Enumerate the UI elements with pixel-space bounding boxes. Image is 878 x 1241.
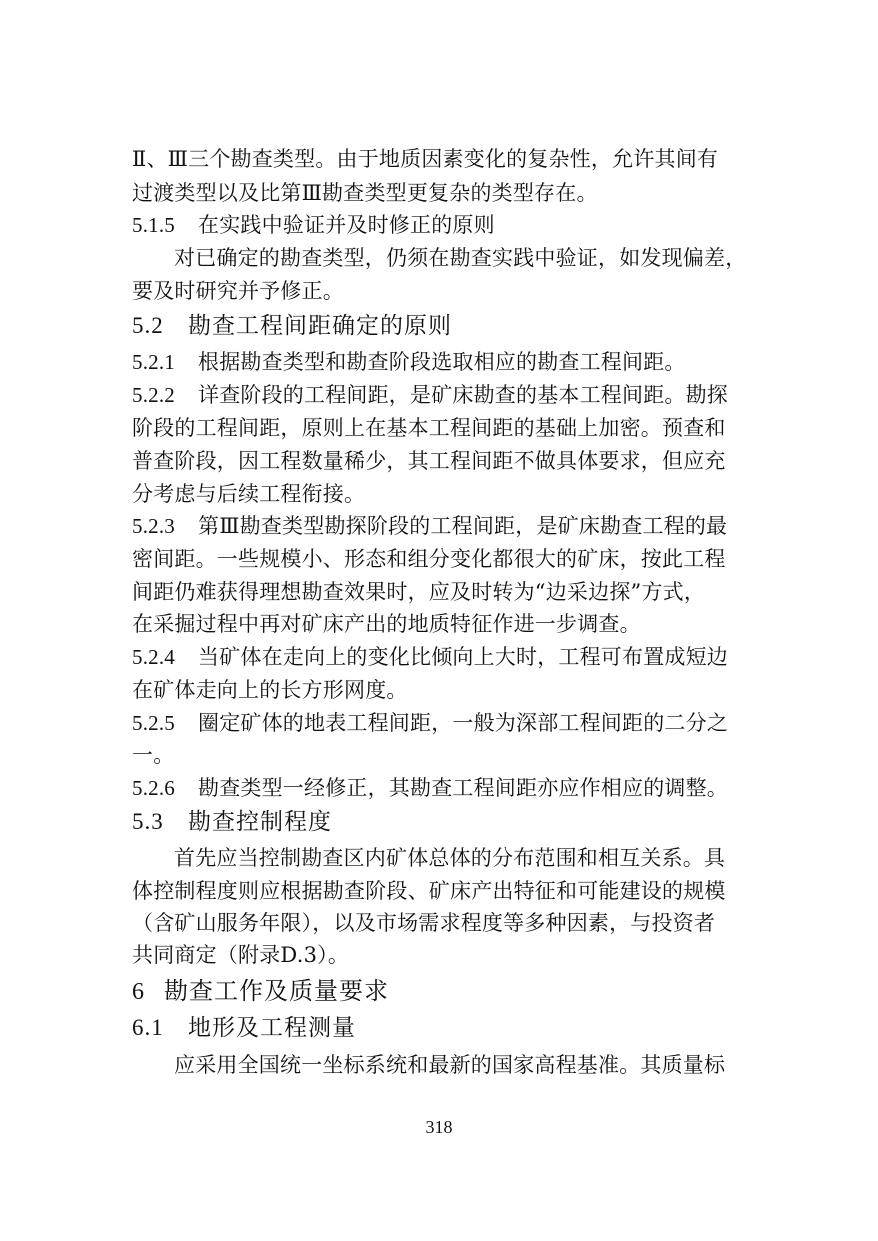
text-line (132, 908, 715, 938)
section-number: 5.1.5 (132, 213, 175, 237)
line-text: 圈定矿体的地表工程间距，一般为深部工程间距的二分之 (198, 711, 728, 735)
line-text: 对已确定的勘查类型，仍须在勘查实践中验证，如发现偏差， (174, 246, 747, 270)
chapter-number: 6 (132, 979, 145, 1005)
text-line (132, 479, 365, 509)
chapter-6-heading (132, 976, 389, 1007)
text-line (132, 740, 174, 770)
section-5-2-heading (132, 311, 452, 341)
section-5-2-3-line (132, 511, 727, 541)
section-5-1-5-heading (132, 210, 495, 240)
section-5-2-1-line (132, 347, 686, 377)
line-text: 普查阶段，因工程数量稀少，其工程间距不做具体要求，但应充 (132, 449, 726, 473)
section-number: 5.2.4 (132, 645, 175, 669)
line-text: 勘查类型一经修正，其勘查工程间距亦应作相应的调整。 (198, 776, 728, 800)
line-text: 间距仍难获得理想勘查效果时，应及时转为“边采边探”方式， (132, 580, 706, 604)
section-number: 5.2.2 (132, 383, 175, 407)
section-5-2-2-line (132, 380, 728, 410)
section-5-2-4-line (132, 642, 728, 672)
text-line (132, 675, 408, 705)
line-text: 体控制程度则应根据勘查阶段、矿床产出特征和可能建设的规模 (132, 879, 726, 903)
line-text: 在采掘过程中再对矿床产出的地质特征作进一步调查。 (132, 612, 641, 636)
line-text: 共同商定（附录D.3）。 (132, 943, 350, 967)
text-line (132, 544, 726, 574)
section-title: 勘查控制程度 (188, 809, 332, 835)
text-line (132, 446, 726, 476)
section-number: 5.2.6 (132, 776, 175, 800)
line-text: 详查阶段的工程间距，是矿床勘查的基本工程间距。勘探 (198, 383, 728, 407)
section-title: 地形及工程测量 (188, 1015, 356, 1041)
section-number: 5.3 (132, 809, 164, 834)
text-line (132, 413, 726, 443)
text-line (132, 876, 726, 906)
text-line (132, 178, 598, 208)
text-line (132, 609, 641, 639)
line-text: 阶段的工程间距，原则上在基本工程间距的基础上加密。预查和 (132, 416, 726, 440)
text-line (132, 276, 344, 306)
line-text: 过渡类型以及比第Ⅲ勘查类型更复杂的类型存在。 (132, 181, 598, 205)
section-5-2-5-line (132, 708, 728, 738)
chapter-title: 勘查工作及质量要求 (164, 977, 389, 1005)
line-text: 要及时研究并予修正。 (132, 279, 344, 303)
section-number: 5.2.5 (132, 711, 175, 735)
text-line (174, 1050, 725, 1080)
line-text: 首先应当控制勘查区内矿体总体的分布范围和相互关系。具 (174, 846, 726, 870)
line-text: 应采用全国统一坐标系统和最新的国家高程基准。其质量标 (174, 1053, 726, 1077)
text-line (174, 243, 746, 273)
text-line (132, 144, 718, 174)
section-title: 在实践中验证并及时修正的原则 (198, 213, 495, 237)
line-text: （含矿山服务年限），以及市场需求程度等多种因素，与投资者 (132, 911, 716, 935)
page-number: 318 (425, 1117, 453, 1137)
text-line (174, 843, 725, 873)
line-text: 一。 (132, 743, 175, 767)
section-number: 6.1 (132, 1015, 164, 1040)
line-text: 根据勘查类型和勘查阶段选取相应的勘查工程间距。 (198, 350, 686, 374)
text-line (132, 940, 349, 970)
line-text: 当矿体在走向上的变化比倾向上大时，工程可布置成短边 (198, 645, 728, 669)
section-6-1-heading (132, 1013, 356, 1043)
section-number: 5.2.1 (132, 350, 175, 374)
section-title: 勘查工程间距确定的原则 (188, 313, 452, 339)
line-text: 在矿体走向上的长方形网度。 (132, 678, 408, 702)
line-text: 分考虑与后续工程衔接。 (132, 482, 366, 506)
section-number: 5.2.3 (132, 514, 175, 538)
line-text: Ⅱ、Ⅲ三个勘查类型。由于地质因素变化的复杂性，允许其间有 (132, 147, 719, 171)
section-5-3-heading (132, 807, 332, 837)
text-line (132, 577, 705, 607)
line-text: 第Ⅲ勘查类型勘探阶段的工程间距，是矿床勘查工程的最 (198, 514, 728, 538)
line-text: 密间距。一些规模小、形态和组分变化都很大的矿床，按此工程 (132, 547, 726, 571)
section-5-2-6-line (132, 773, 728, 803)
section-number: 5.2 (132, 313, 164, 338)
